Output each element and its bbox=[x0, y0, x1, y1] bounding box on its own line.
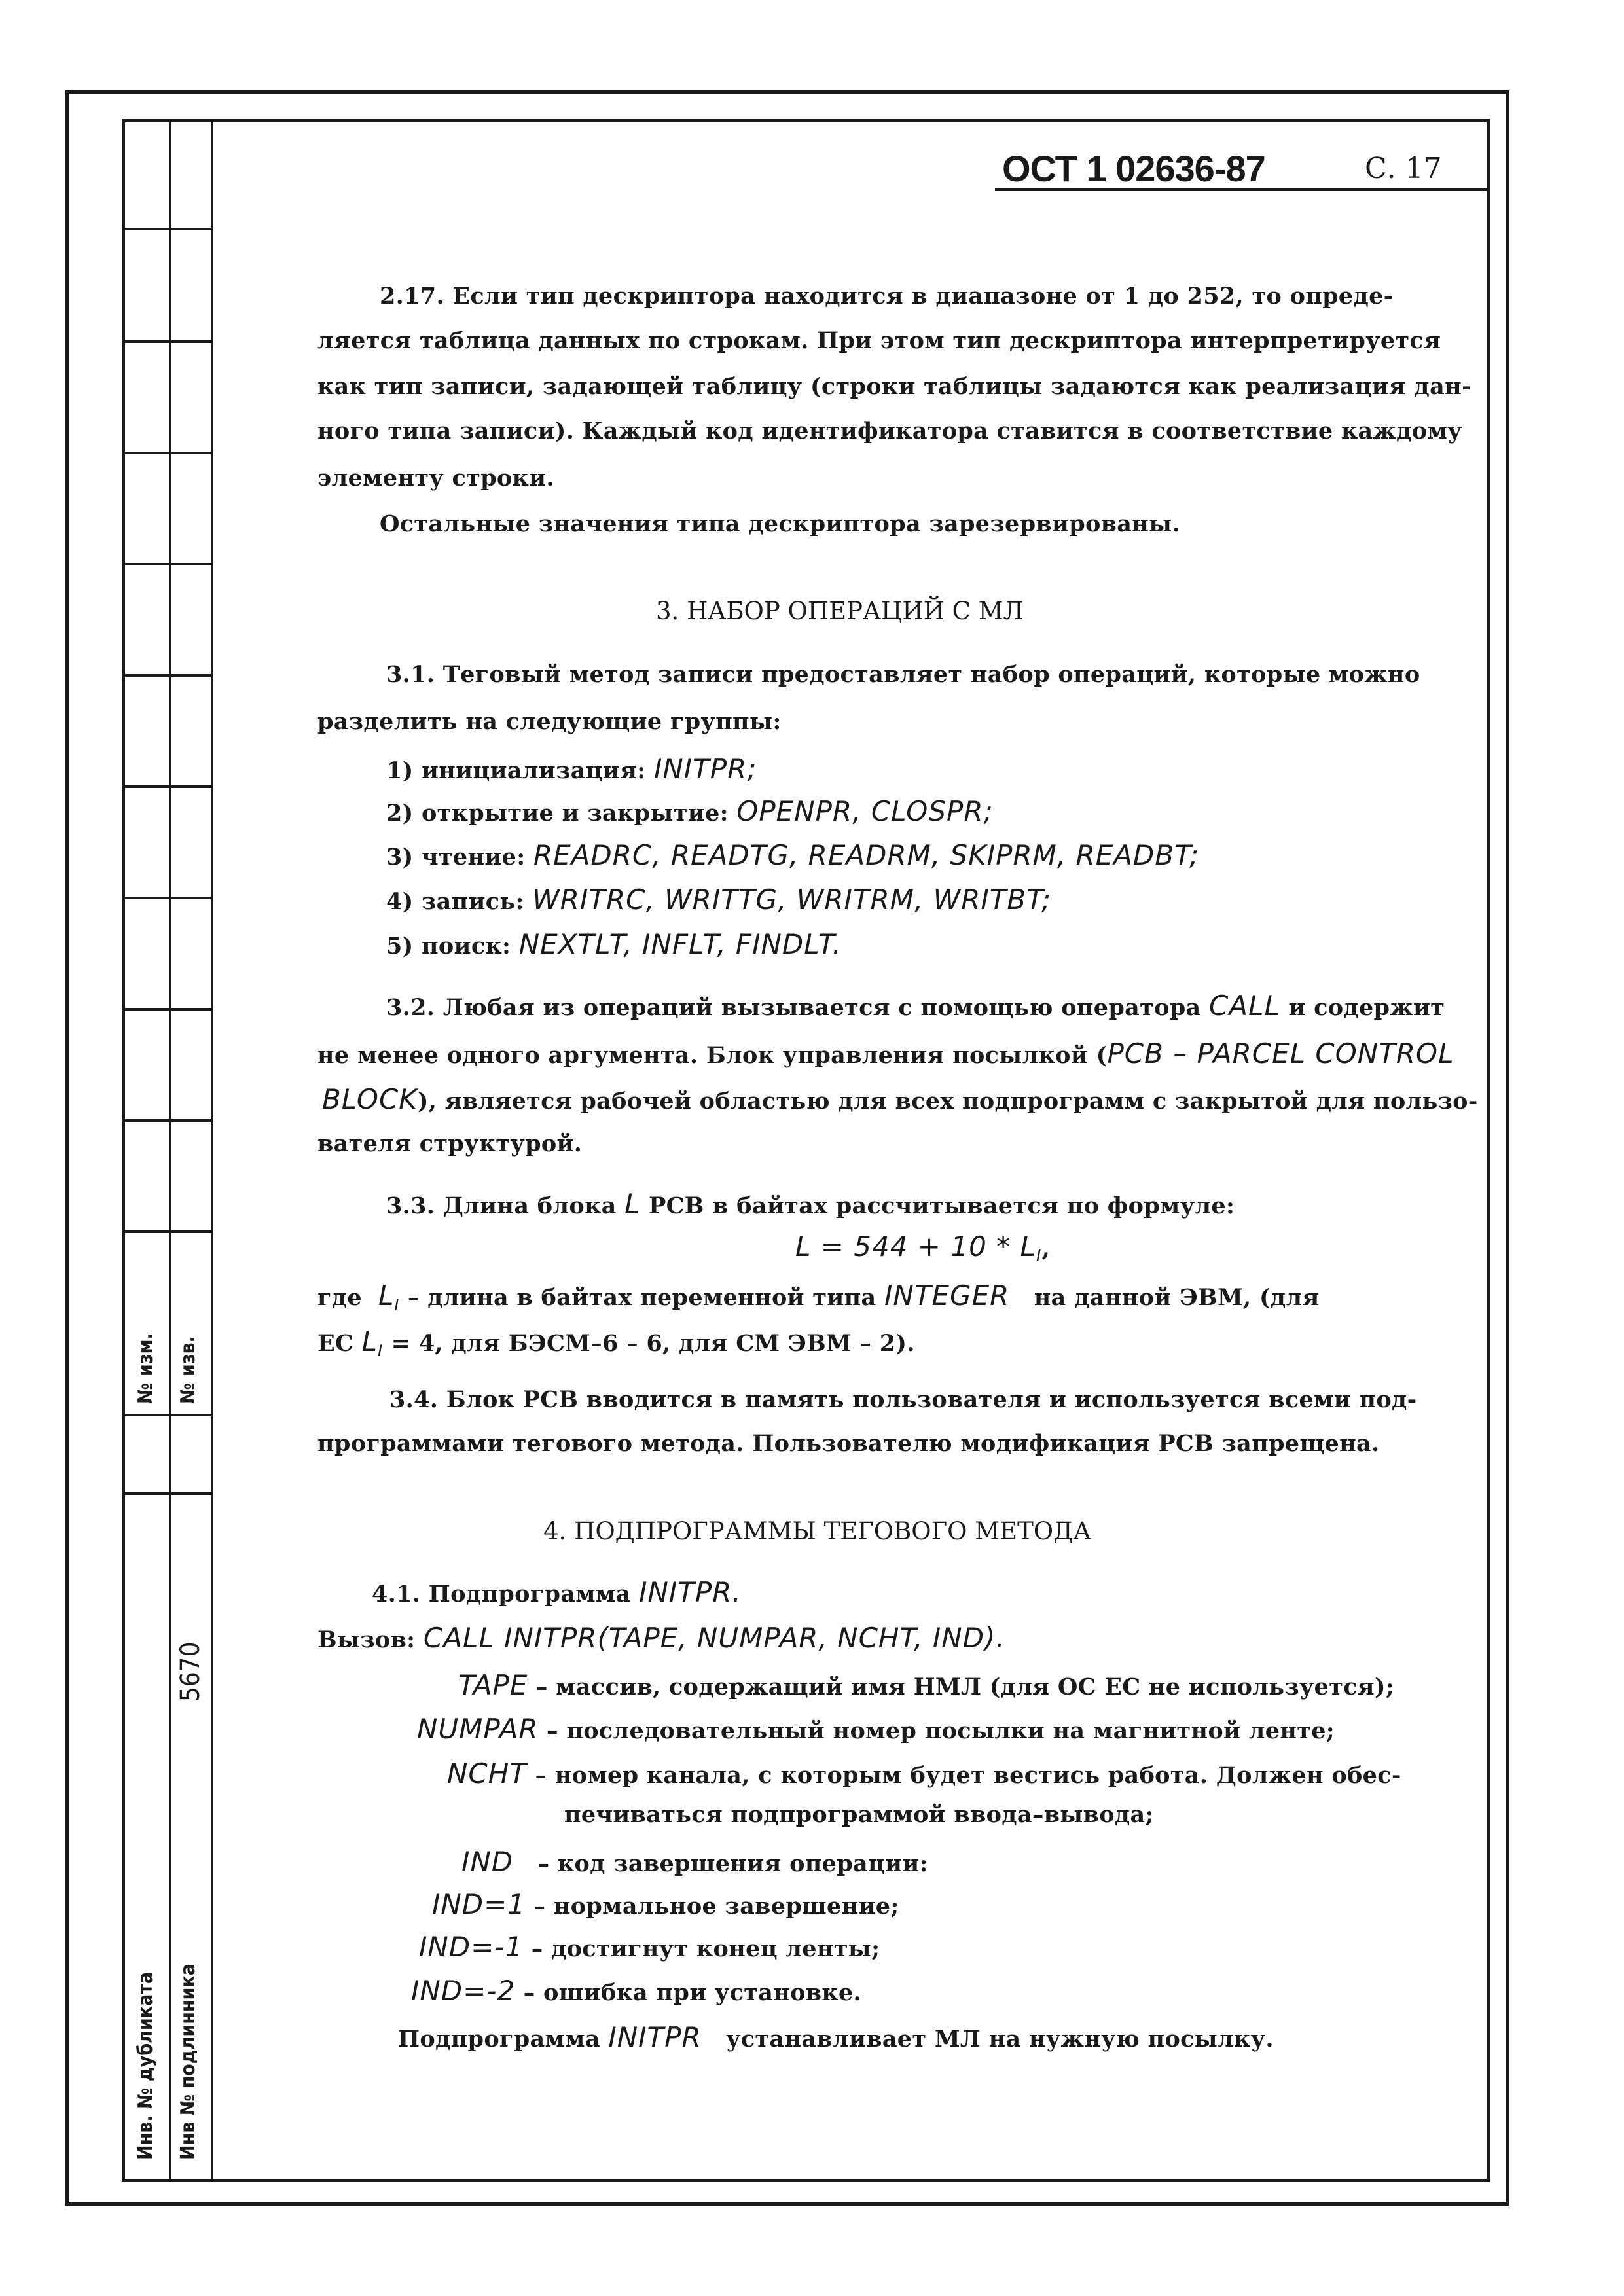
code-inline: OPENPR, CLOSPR; bbox=[736, 795, 994, 827]
text-line: не менее одного аргумента. Блок управления посылкой (PCB – PARCEL CONTROL bbox=[317, 1037, 1454, 1069]
text-line: вателя структурой. bbox=[317, 1130, 583, 1157]
text-line: 4.1. Подпрограмма INITPR. bbox=[372, 1576, 742, 1608]
list-item: 1) инициализация: INITPR; bbox=[386, 753, 757, 785]
argument-item: IND=1 – нормальное завершение; bbox=[432, 1888, 899, 1920]
margin-cell-line bbox=[122, 228, 213, 230]
margin-column-divider bbox=[169, 119, 171, 2182]
argument-item: NUMPAR – последовательный номер посылки на магнитной ленте; bbox=[417, 1713, 1335, 1745]
text-line: 3.2. Любая из операций вызывается с помощью оператора CALL и содержит bbox=[386, 990, 1445, 1022]
list-item: 2) открытие и закрытие: OPENPR, CLOSPR; bbox=[386, 795, 994, 827]
section-heading-4: 4. ПОДПРОГРАММЫ ТЕГОВОГО МЕТОДА bbox=[543, 1517, 1092, 1545]
margin-label-no-izm: № изм. bbox=[134, 1333, 157, 1404]
text-line: ляется таблица данных по строкам. При этом тип дескриптора интерпретируется bbox=[317, 327, 1441, 354]
margin-cell-line bbox=[122, 563, 213, 565]
argument-item: TAPE – массив, содержащий имя НМЛ (для ОС ЕС не используется); bbox=[458, 1669, 1395, 1701]
list-item: 3) чтение: READRC, READTG, READRM, SKIPRM, READBT; bbox=[386, 839, 1200, 871]
margin-cell-line bbox=[122, 1119, 213, 1122]
code-inline: WRITRC, WRITTG, WRITRM, WRITBT; bbox=[532, 884, 1052, 916]
margin-cell-line bbox=[122, 674, 213, 677]
text-line: элементу строки. bbox=[317, 465, 554, 492]
margin-cell-line bbox=[122, 340, 213, 343]
text-line: разделить на следующие группы: bbox=[317, 708, 782, 735]
text-line: Подпрограмма INITPR устанавливает МЛ на нужную посылку. bbox=[398, 2021, 1274, 2053]
text-line: где $L_I$ – длина в байтах переменной типа INTEGER на данной ЭВМ, (для bbox=[317, 1280, 1320, 1314]
margin-cell-line bbox=[122, 1492, 213, 1495]
header-rule bbox=[995, 188, 1489, 191]
margin-cell-line bbox=[122, 897, 213, 899]
margin-cell-line bbox=[122, 1414, 213, 1416]
text-line: 3.4. Блок PCB вводится в память пользователя и используется всеми под- bbox=[389, 1386, 1417, 1413]
margin-cell-line bbox=[122, 1230, 213, 1233]
formula: $L = 544 + 10 * L_I$, bbox=[795, 1230, 1051, 1266]
code-inline: NEXTLT, INFLT, FINDLT. bbox=[518, 928, 842, 960]
text-line: 3.3. Длина блока L PCB в байтах рассчитывается по формуле: bbox=[386, 1188, 1235, 1220]
text-line: Вызов: CALL INITPR(TAPE, NUMPAR, NCHT, IND). bbox=[317, 1622, 1005, 1654]
argument-item: IND – код завершения операции: bbox=[461, 1846, 928, 1878]
document-code: ОСТ 1 02636-87 bbox=[1002, 148, 1265, 189]
page-header bbox=[992, 144, 1489, 190]
margin-cell-line bbox=[122, 1008, 213, 1011]
code-inline: READRC, READTG, READRM, SKIPRM, READBT; bbox=[533, 839, 1200, 871]
argument-item: IND=-2 – ошибка при установке. bbox=[411, 1975, 862, 2007]
text-line: 2.17. Если тип дескриптора находится в диапазоне от 1 до 252, то опреде- bbox=[380, 283, 1394, 310]
text-line: программами тегового метода. Пользователю модификация PCB запрещена. bbox=[317, 1430, 1380, 1457]
margin-cell-line bbox=[122, 452, 213, 454]
margin-label-no-izv: № изв. bbox=[177, 1336, 200, 1404]
text-line: ного типа записи). Каждый код идентификатора ставится в соответствие каждому bbox=[317, 418, 1462, 444]
margin-label-inv-podl: Инв № подлинника bbox=[177, 1964, 200, 2160]
margin-number: 5670 bbox=[175, 1641, 206, 1702]
text-line: Остальные значения типа дескриптора зарезервированы. bbox=[380, 511, 1181, 537]
argument-item-continued: печиваться подпрограммой ввода–вывода; bbox=[564, 1801, 1154, 1828]
text-line: BLOCK), является рабочей областью для всех подпрограмм с закрытой для пользо- bbox=[322, 1083, 1478, 1115]
page-number: С. 17 bbox=[1365, 152, 1442, 185]
list-item: 5) поиск: NEXTLT, INFLT, FINDLT. bbox=[386, 928, 842, 960]
list-item: 4) запись: WRITRC, WRITTG, WRITRM, WRITBT; bbox=[386, 884, 1052, 916]
margin-cell-line bbox=[122, 785, 213, 788]
text-line: как тип записи, задающей таблицу (строки таблицы задаются как реализация дан- bbox=[317, 373, 1471, 400]
margin-column-divider-2 bbox=[211, 119, 213, 2182]
code-inline: INITPR; bbox=[653, 753, 757, 785]
text-line: ЕС $L_I = 4$, для БЭСМ–6 – 6, для СМ ЭВМ – 2). bbox=[317, 1325, 915, 1360]
section-heading-3: 3. НАБОР ОПЕРАЦИЙ С МЛ bbox=[656, 597, 1024, 625]
argument-item: IND=-1 – достигнут конец ленты; bbox=[419, 1931, 880, 1963]
text-line: 3.1. Теговый метод записи предоставляет набор операций, которые можно bbox=[386, 661, 1420, 688]
argument-item: NCHT – номер канала, с которым будет вестись работа. Должен обес- bbox=[447, 1757, 1401, 1789]
margin-label-inv-dubl: Инв. № дубликата bbox=[134, 1971, 157, 2160]
